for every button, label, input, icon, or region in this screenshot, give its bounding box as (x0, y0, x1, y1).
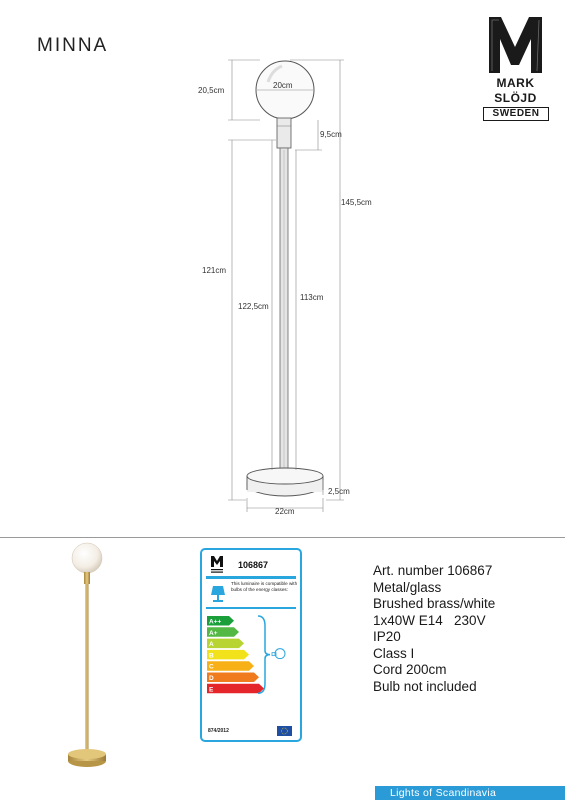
product-title: MINNA (37, 35, 109, 56)
section-divider (0, 537, 565, 538)
logo-text-mark: MARK (496, 76, 535, 90)
energy-class-bars (202, 612, 300, 722)
label-regulation: 874/2012 (208, 728, 229, 734)
socket (277, 118, 291, 148)
spec-line: Bulb not included (373, 678, 477, 694)
dim-shade-height: 20,5cm (198, 86, 225, 95)
dim-height-inner: 122,5cm (238, 302, 269, 311)
dim-height-left: 121cm (202, 266, 227, 275)
label-stripe-2 (206, 607, 296, 609)
energy-class-label: C (209, 663, 214, 671)
spec-line: 1x40W E14 230V (373, 612, 486, 628)
energy-label (200, 548, 302, 742)
energy-class-label: E (209, 686, 214, 694)
energy-class-label: D (209, 675, 214, 682)
class-bracket (258, 616, 270, 693)
energy-class-arrow (207, 684, 264, 694)
spec-line: Brushed brass/white (373, 596, 496, 611)
spec-list (373, 563, 495, 695)
eu-flag-icon (277, 726, 292, 736)
product-photo (55, 540, 120, 778)
energy-class-label: A++ (209, 618, 222, 626)
energy-class-arrow (207, 673, 259, 683)
label-article-number: 106867 (238, 560, 269, 570)
dim-base-width: 22cm (275, 507, 295, 516)
spec-line: Art. number 106867 (373, 563, 493, 578)
dim-pole-height: 113cm (300, 293, 324, 302)
energy-class-arrow (207, 661, 254, 671)
dim-neck-height: 9,5cm (320, 130, 342, 139)
bulb-icon (272, 649, 285, 659)
spec-line: IP20 (373, 629, 401, 644)
logo-text-sweden: SWEDEN (483, 107, 549, 121)
footer-tagline: Lights of Scandinavia (390, 787, 497, 799)
spec-line: Cord 200cm (373, 662, 447, 677)
dim-base-height: 2,5cm (328, 487, 350, 496)
logo-text-slojd: SLÖJD (494, 91, 537, 105)
spec-line: Metal/glass (373, 579, 442, 595)
energy-class-label: A+ (209, 629, 218, 637)
energy-class-label: A (209, 641, 214, 649)
label-logo-icon (210, 555, 224, 575)
lamp-icon (210, 584, 226, 604)
label-stripe (206, 576, 296, 579)
dim-total-height: 145,5cm (341, 198, 372, 207)
energy-class-label: B (209, 652, 214, 660)
spec-line: Class I (373, 645, 415, 661)
dim-shade-width: 20cm (273, 81, 293, 90)
label-compat-text: This luminaire is compatible with bulbs of the energy classes: (231, 581, 298, 592)
